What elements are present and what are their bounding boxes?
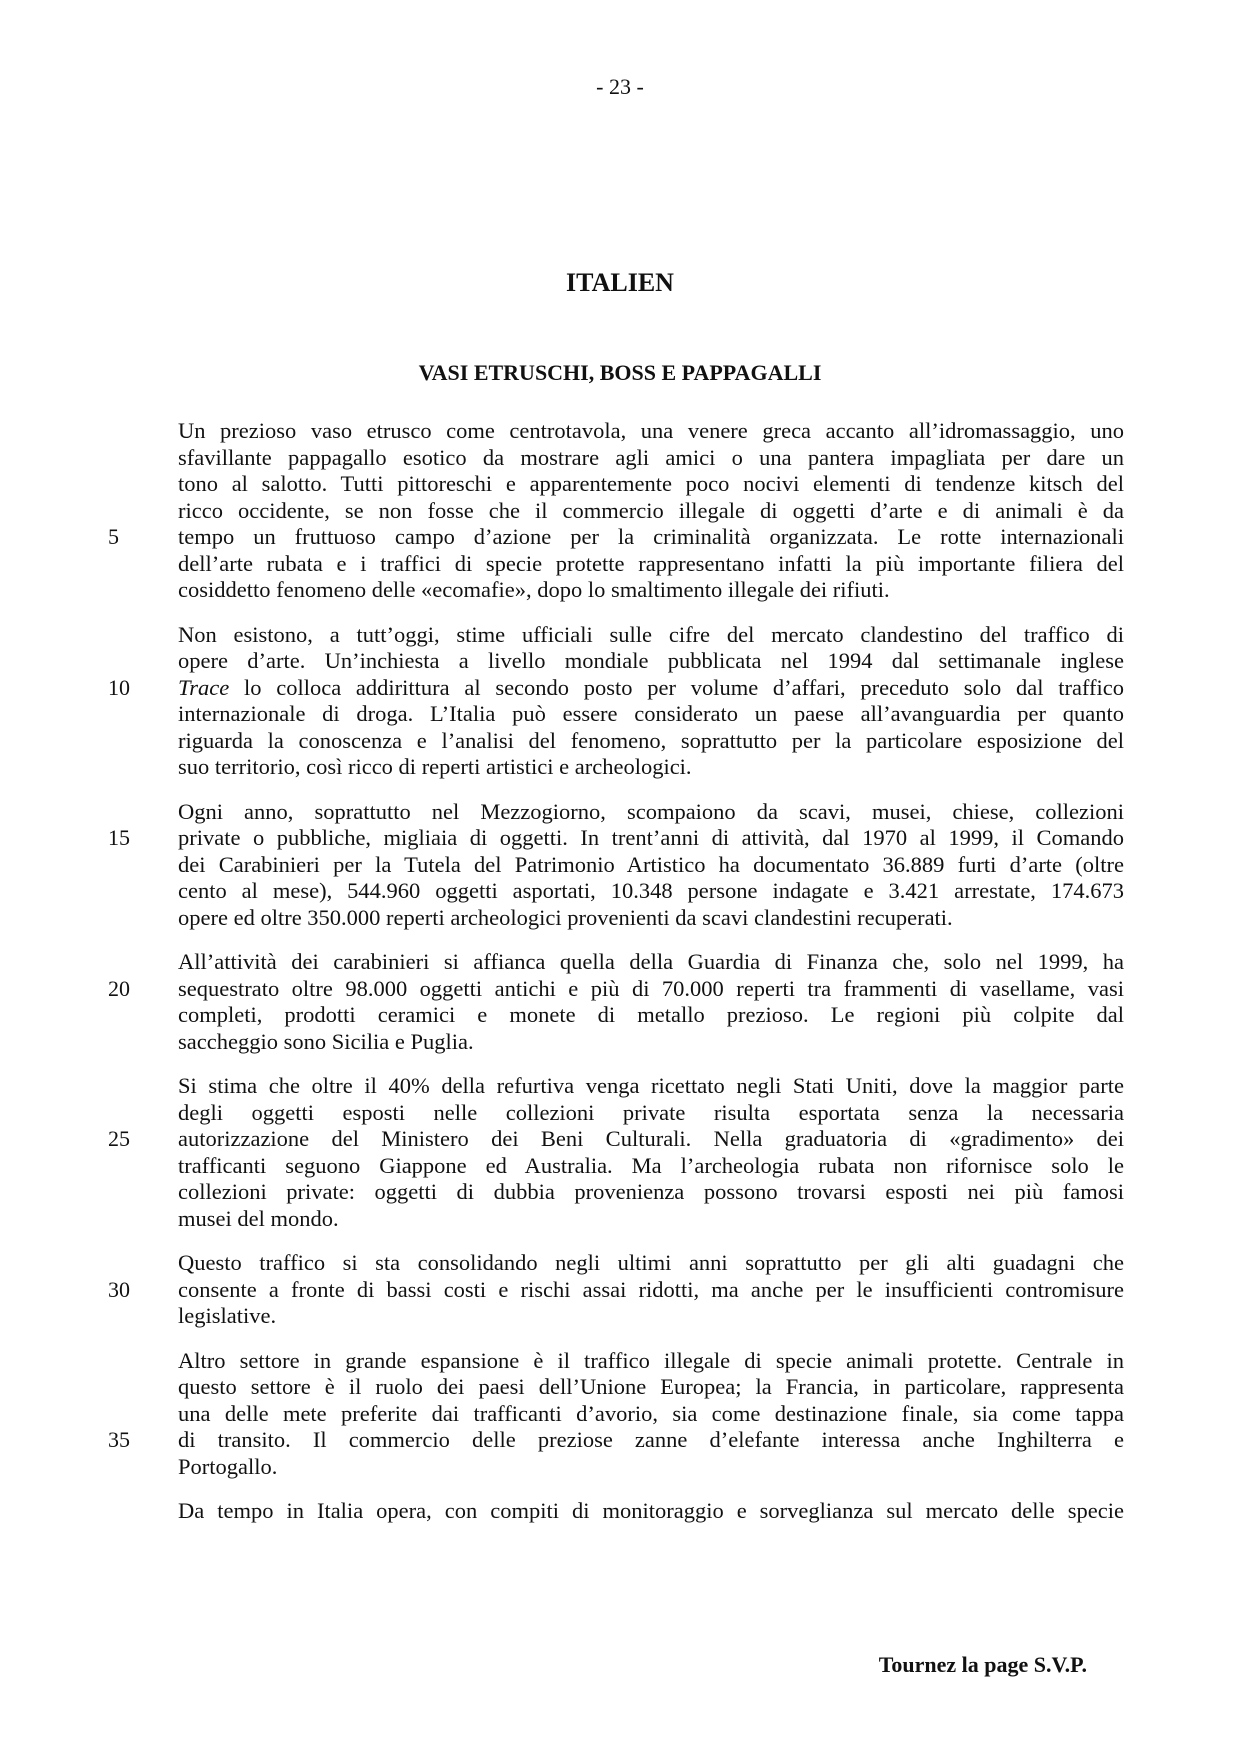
text-line: saccheggio sono Sicilia e Puglia. <box>178 1028 474 1054</box>
line-number: 30 <box>108 1276 130 1302</box>
paragraph-6 <box>108 1250 1124 1330</box>
paragraph-1 <box>108 418 1124 604</box>
text-line: suo territorio, così ricco di reperti artistici e archeologici. <box>178 754 692 779</box>
text-line: 10 Trace lo colloca addirittura al secondo posto per volume d’affari, preceduto solo dal traffico <box>108 674 1124 700</box>
text-line: degli oggetti esposti nelle collezioni private risulta esportata senza la necessaria <box>178 1099 1124 1125</box>
text-line: riguarda la conoscenza e l’analisi del fenomeno, soprattutto per la particolare esposizione del <box>178 727 1124 753</box>
text-line: opere d’arte. Un’inchiesta a livello mondiale pubblicata nel 1994 dal settimanale inglese <box>178 648 1124 673</box>
text-line: 5 tempo un fruttuoso campo d’azione per la criminalità organizzata. Le rotte internazionali <box>108 524 1124 549</box>
text-line: Portogallo. <box>178 1453 278 1479</box>
line-number: 10 <box>108 674 130 700</box>
line-number: 25 <box>108 1126 130 1151</box>
text-line: una delle mete preferite dai trafficanti d’avorio, sia come destinazione finale, sia come tappa <box>178 1400 1124 1426</box>
text-line: All’attività dei carabinieri si affianca quella della Guardia di Finanza che, solo nel 1999, ha <box>178 949 1124 974</box>
text-line: Ogni anno, soprattutto nel Mezzogiorno, scompaiono da scavi, musei, chiese, collezioni <box>178 798 1124 824</box>
text-line: 25 autorizzazione del Ministero dei Beni Culturali. Nella graduatoria di «gradimento» dei <box>108 1126 1124 1151</box>
text-line: tono al salotto. Tutti pittoreschi e apparentemente poco nocivi elementi di tendenze kitsch del <box>178 471 1124 496</box>
text-line: internazionale di droga. L’Italia può essere considerato un paese all’avanguardia per quanto <box>178 701 1124 726</box>
text-line: opere ed oltre 350.000 reperti archeologici provenienti da scavi clandestini recuperati. <box>178 904 953 930</box>
text-line: 15 private o pubbliche, migliaia di oggetti. In trent’anni di attività, dal 1970 al 1999, il Comando <box>108 825 1124 850</box>
paragraph-5 <box>108 1073 1124 1232</box>
page-title: ITALIEN <box>566 268 674 297</box>
text-line: cosiddetto fenomeno delle «ecomafie», dopo lo smaltimento illegale dei rifiuti. <box>178 577 890 602</box>
article-body <box>108 418 1124 1525</box>
text-line: Si stima che oltre il 40% della refurtiva venga ricettato negli Stati Uniti, dove la maggior parte <box>178 1073 1124 1098</box>
text-line: legislative. <box>178 1303 277 1328</box>
paragraph-7 <box>108 1347 1124 1481</box>
text-line: Non esistono, a tutt’oggi, stime ufficiali sulle cifre del mercato clandestino del traffico di <box>178 621 1124 647</box>
text-line: collezioni private: oggetti di dubbia provenienza possono trovarsi esposti nei più famosi <box>178 1179 1124 1204</box>
paragraph-2 <box>108 621 1124 781</box>
line-number: 20 <box>108 975 130 1001</box>
text-line: musei del mondo. <box>178 1205 339 1231</box>
text-line: 20 sequestrato oltre 98.000 oggetti antichi e più di 70.000 reperti tra frammenti di vasellame, vasi <box>108 975 1124 1001</box>
text-line: 30 consente a fronte di bassi costi e rischi assai ridotti, ma anche per le insufficienti contromisure <box>108 1276 1124 1302</box>
turn-page-note: Tournez la page S.V.P. <box>878 1652 1087 1677</box>
text-line: dell’arte rubata e i traffici di specie protette rappresentano infatti la più importante filiera del <box>178 550 1124 576</box>
paragraph-4 <box>108 949 1124 1055</box>
article-subtitle: VASI ETRUSCHI, BOSS E PAPPAGALLI <box>418 360 822 385</box>
text-line: Da tempo in Italia opera, con compiti di monitoraggio e sorveglianza sul mercato delle specie <box>178 1498 1124 1523</box>
paragraph-3 <box>108 798 1124 932</box>
text-line: Questo traffico si sta consolidando negli ultimi anni soprattutto per gli alti guadagni che <box>178 1250 1124 1275</box>
text-line: ricco occidente, se non fosse che il commercio illegale di oggetti d’arte e di animali è da <box>178 497 1124 523</box>
text-line: sfavillante pappagallo esotico da mostrare agli amici o una pantera impagliata per dare un <box>178 444 1124 470</box>
text-line: completi, prodotti ceramici e monete di metallo prezioso. Le regioni più colpite dal <box>178 1002 1124 1027</box>
publication-title: Trace <box>178 674 230 700</box>
line-number: 15 <box>108 825 130 850</box>
line-number: 35 <box>108 1427 130 1452</box>
text-line: dei Carabinieri per la Tutela del Patrimonio Artistico ha documentato 36.889 furti d’arte (oltre <box>178 851 1124 877</box>
text-line: cento al mese), 544.960 oggetti asportati, 10.348 persone indagate e 3.421 arrestate, 174.673 <box>178 878 1124 903</box>
paragraph-8 <box>178 1498 1124 1525</box>
text-line: 35 di transito. Il commercio delle preziose zanne d’elefante interessa anche Inghilterra e <box>108 1427 1124 1452</box>
text-line: Un prezioso vaso etrusco come centrotavola, una venere greca accanto all’idromassaggio, uno <box>178 418 1124 443</box>
text-line: questo settore è il ruolo dei paesi dell’Unione Europea; la Francia, in particolare, rappresenta <box>178 1374 1124 1399</box>
text-line: trafficanti seguono Giappone ed Australia. Ma l’archeologia rubata non rifornisce solo le <box>178 1152 1124 1178</box>
line-number: 5 <box>108 524 119 549</box>
text-line: Altro settore in grande espansione è il traffico illegale di specie animali protette. Centrale in <box>178 1347 1124 1373</box>
page-number: - 23 - <box>596 74 644 99</box>
